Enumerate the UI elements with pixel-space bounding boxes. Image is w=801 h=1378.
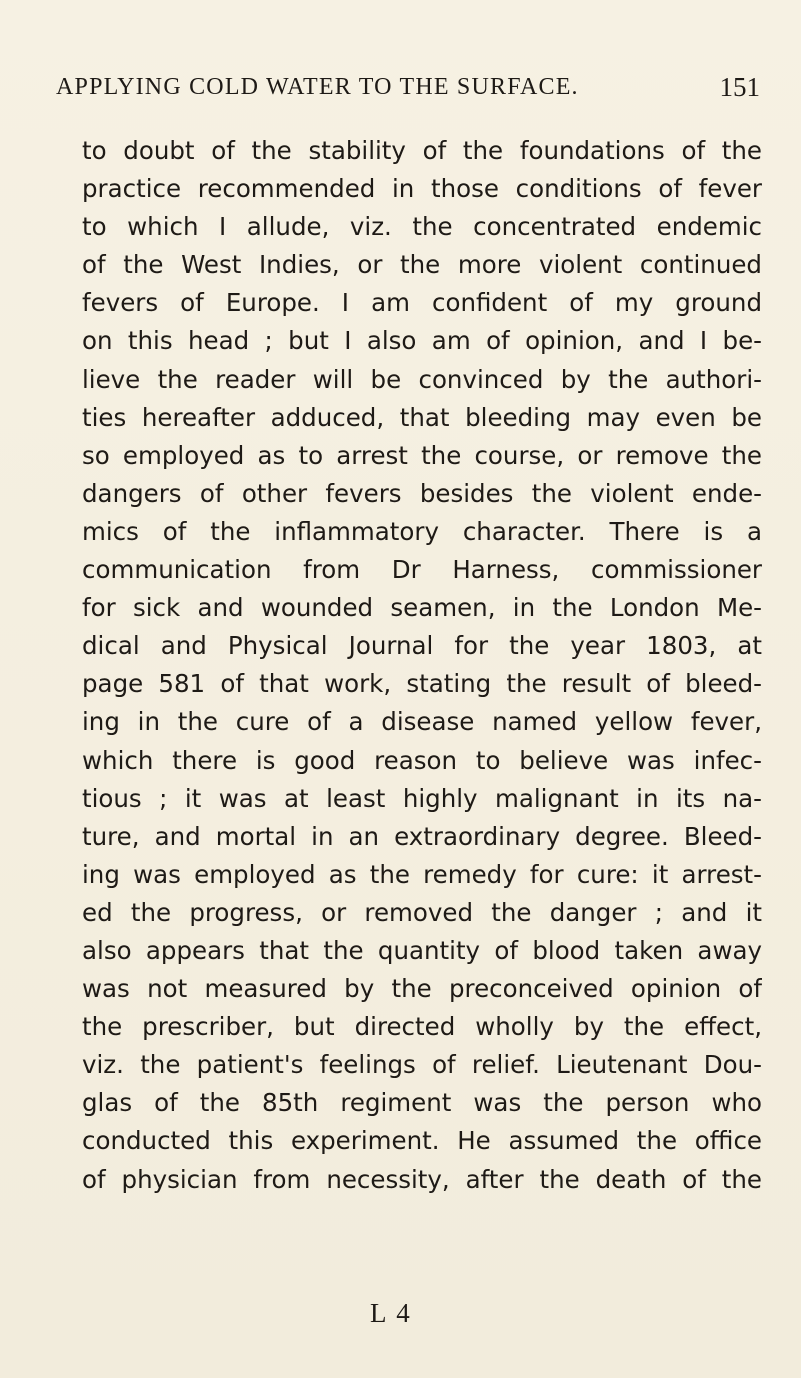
text-line: viz. the patient's feelings of relief. Lieutenant Dou- <box>82 1050 762 1080</box>
text-line: also appears that the quantity of blood taken away <box>82 935 762 965</box>
text-line: communication from Dr Harness, commissioner <box>82 555 762 585</box>
text-line: conducted this experiment. He assumed the office <box>82 1126 762 1156</box>
text-line: of physician from necessity, after the death of the <box>82 1164 762 1194</box>
text-line: so employed as to arrest the course, or remove the <box>82 440 762 470</box>
body-text <box>82 132 762 1199</box>
text-line: to which I allude, viz. the concentrated endemic <box>82 212 762 242</box>
page-number: 151 <box>719 72 760 102</box>
text-line: dangers of other fevers besides the violent ende- <box>82 478 762 508</box>
text-line: ing was employed as the remedy for cure: it arrest- <box>82 859 762 889</box>
text-line: for sick and wounded seamen, in the London Me- <box>82 593 762 623</box>
text-line: ties hereafter adduced, that bleeding may even be <box>82 402 762 432</box>
page-header <box>56 74 760 114</box>
text-line: fevers of Europe. I am confident of my ground <box>82 288 762 318</box>
text-line: which there is good reason to believe was infec- <box>82 745 762 775</box>
running-head: APPLYING COLD WATER TO THE SURFACE. <box>56 74 579 100</box>
text-line: the prescriber, but directed wholly by the effect, <box>82 1012 762 1042</box>
signature-mark: L 4 <box>370 1298 412 1328</box>
text-line: practice recommended in those conditions of fever <box>82 174 762 204</box>
text-line: glas of the 85th regiment was the person who <box>82 1088 762 1118</box>
text-line: tious ; it was at least highly malignant in its na- <box>82 783 762 813</box>
text-line: on this head ; but I also am of opinion, and I be- <box>82 326 762 356</box>
text-line: of the West Indies, or the more violent continued <box>82 250 762 280</box>
text-line: page 581 of that work, stating the result of bleed- <box>82 669 762 699</box>
text-line: lieve the reader will be convinced by the authori- <box>82 364 762 394</box>
text-line: dical and Physical Journal for the year 1803, at <box>82 631 762 661</box>
text-line: to doubt of the stability of the foundations of the <box>82 136 762 165</box>
text-line: ed the progress, or removed the danger ; and it <box>82 897 762 927</box>
text-line: ture, and mortal in an extraordinary degree. Bleed- <box>82 821 762 851</box>
text-line: was not measured by the preconceived opinion of <box>82 974 762 1004</box>
text-line: mics of the inflammatory character. There is a <box>82 516 762 546</box>
text-line: ing in the cure of a disease named yellow fever, <box>82 707 762 737</box>
